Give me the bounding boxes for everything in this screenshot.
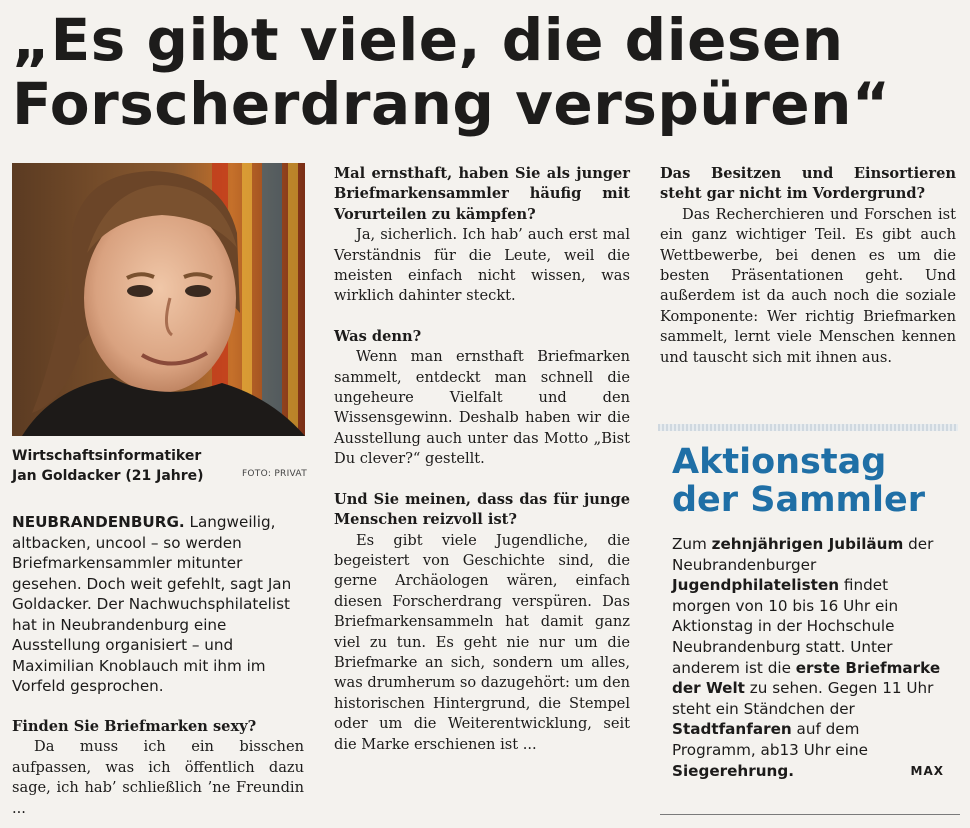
infobox-text: findet morgen von 10 bis 16 Uhr ein Aktionstag in der Hochschule Neubrandenburg statt. Unter anderem ist die [672, 576, 899, 677]
infobox-body [672, 534, 944, 781]
headline-line-2: Forscherdrang verspüren“ [12, 70, 891, 138]
question: Finden Sie Briefmarken sexy? [12, 717, 257, 735]
column-3 [660, 164, 956, 368]
qa-block-1 [12, 717, 304, 820]
author-signature: MAX [910, 763, 944, 778]
photo-credit: FOTO: PRIVAT [241, 469, 307, 479]
question: Das Besitzen und Einsortieren steht gar nicht im Vordergrund? [660, 165, 956, 203]
infobox-highlight: zehnjährigen Jubiläum [711, 535, 904, 553]
column-2 [334, 164, 630, 755]
column-1 [12, 512, 304, 819]
answer: Da muss ich ein bisschen aufpassen, was ich öffentlich dazu sage, ich hab’ schließlich ’ne Freundin ... [12, 738, 304, 817]
portrait-illustration [12, 163, 305, 436]
question: Was denn? [334, 327, 422, 345]
dateline: NEUBRANDENBURG. [12, 513, 185, 531]
answer: Das Recherchieren und Forschen ist ein ganz wichtiger Teil. Es gibt auch Wettbewerbe, bei denen es um die besten Präsentationen geht. Und außerdem ist da auch noch die soziale Komponente: Wer richtig Briefmarken sammelt, lernt viele Menschen kennen und tauscht sich mit ihnen aus. [660, 205, 956, 366]
caption-line-2: Jan Goldacker (21 Jahre) [12, 468, 204, 484]
portrait-photo [12, 163, 305, 436]
infobox-text: der Neubrandenburger [672, 535, 934, 574]
infobox-text: auf dem Programm, ab13 Uhr eine [672, 720, 868, 759]
headline-line-1: „Es gibt viele, die diesen [12, 6, 844, 74]
answer: Es gibt viele Jugendliche, die begeistert von Geschichte sind, die gerne Archäologen wären, einfach diesen Forscherdrang verspüren. Das Briefmarkensammeln hat damit ganz viel zu tun. Es geht nie nur um die Briefmarke an sich, sondern um alles, was drumherum so dazugehört: um den historischen Hintergrund, die Stempel oder um die Weiterentwicklung, seit die Marke erschienen ist ... [334, 531, 630, 753]
infobox-highlight: erste Briefmarke der Welt [672, 658, 941, 698]
box-divider [658, 424, 958, 431]
infobox-title-line-2: der Sammler [672, 480, 925, 520]
answer: Wenn man ernsthaft Briefmarken sammelt, entdeckt man schnell die ungeheure Vielfalt und den Wissensgewinn. Deshalb haben wir die Ausstellung auch unter das Motto „Bist Du clever?“ gestellt. [334, 348, 630, 468]
photo-caption [12, 446, 307, 486]
infobox-title-line-1: Aktionstag [672, 442, 887, 482]
intro-paragraph [12, 512, 304, 697]
intro-text: Langweilig, altbacken, uncool – so werden Briefmarkensammler mitunter gesehen. Doch weit gefehlt, sagt Jan Goldacker. Der Nachwuchsphilatelist hat in Neubrandenburg eine Ausstellung organisiert – und Maximilian Knoblauch mit ihm im Vorfeld gesprochen. [12, 513, 292, 695]
caption-line-1: Wirtschaftsinformatiker [12, 448, 202, 464]
infobox-text: zu sehen. Gegen 11 Uhr steht ein Ständchen der [672, 679, 934, 718]
infobox-title [672, 443, 962, 519]
answer: Ja, sicherlich. Ich hab’ auch erst mal Verständnis für die Leute, weil die meisten einfach nicht wissen, was wirklich dahinter steckt. [334, 226, 630, 305]
question: Und Sie meinen, dass das für junge Menschen reizvoll ist? [334, 490, 630, 529]
infobox-highlight: Siegerehrung. [672, 761, 794, 780]
infobox-highlight: Jugendphilatelisten [672, 576, 840, 595]
infobox-highlight: Stadtfanfaren [672, 720, 792, 739]
infobox-text: Zum [672, 535, 712, 553]
question: Mal ernsthaft, haben Sie als junger Briefmarkensammler häufig mit Vorurteilen zu kämpfen? [334, 165, 630, 223]
headline [12, 8, 962, 136]
bottom-rule [660, 814, 960, 815]
